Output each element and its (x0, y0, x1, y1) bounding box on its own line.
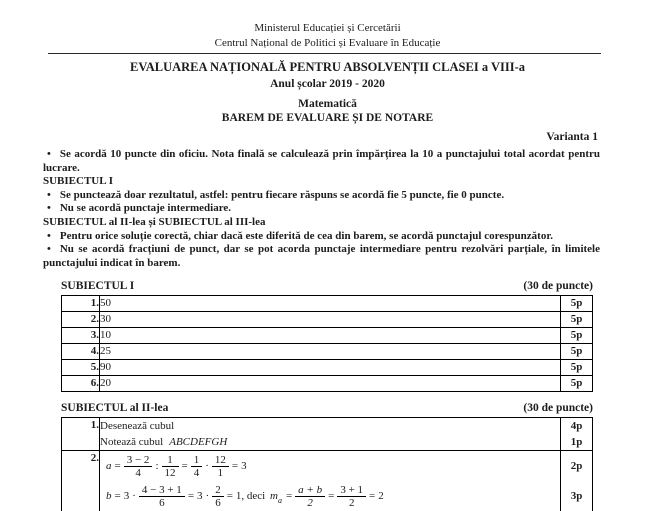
bullet-icon: • (47, 202, 51, 215)
table-row (62, 451, 593, 511)
bullet-icon: • (47, 188, 51, 201)
table-row (62, 376, 593, 392)
instruction-bullet-fractiuni (43, 243, 600, 270)
fraction-numerator: 2 (212, 484, 224, 497)
math-op: = (328, 489, 335, 502)
item-points (561, 418, 593, 451)
fraction-numerator: 1 (162, 454, 179, 467)
subject1-title: SUBIECTUL I (61, 280, 135, 293)
math-result: 1 (235, 489, 242, 502)
item-points: 5p (561, 328, 593, 344)
points-line: 1p (570, 436, 583, 449)
fraction (191, 454, 203, 479)
instructions-section23-title: SUBIECTUL al II-lea și SUBIECTUL al III-lea (43, 215, 266, 228)
fraction-denominator: 2 (307, 496, 313, 509)
fraction-numerator: 4 − 3 + 1 (139, 484, 185, 497)
item-points (561, 451, 593, 511)
item-number: 6. (62, 376, 100, 392)
fraction (139, 484, 185, 509)
instruction-text: Pentru orice soluție corectă, chiar dacă este diferită de cea din barem, se acordă punctajul corespunzător. (59, 229, 553, 242)
subject2-table (61, 417, 593, 511)
item-number: 2. (62, 451, 100, 511)
header-divider (48, 53, 601, 54)
item-solution (100, 418, 561, 451)
table-row (62, 296, 593, 312)
math-connector: , deci (241, 489, 268, 502)
subject1-table (61, 295, 593, 392)
instructions-section1-title: SUBIECTUL I (43, 175, 114, 188)
item-number: 1. (62, 296, 100, 312)
bullet-icon: • (47, 229, 51, 242)
item-answer: 90 (100, 360, 561, 376)
math-op: = (187, 489, 195, 502)
exam-subject: Matematică (298, 98, 357, 110)
subject1-heading (61, 279, 593, 293)
cube-label: ABCDEFGH (169, 436, 228, 449)
table-row (62, 312, 593, 328)
fraction-denominator: 4 (135, 466, 141, 479)
instruction-bullet-rezultat (43, 189, 600, 203)
fraction-denominator: 4 (193, 466, 200, 479)
points-line: 3p (570, 490, 583, 503)
fraction-numerator: 1 (191, 454, 203, 467)
item-number: 4. (62, 344, 100, 360)
math-var: m (270, 489, 278, 502)
doc-title: BAREM DE EVALUARE ȘI DE NOTARE (221, 112, 434, 124)
math-coef: 3 (123, 489, 130, 502)
points-line: 4p (570, 420, 583, 433)
math-op: = (369, 489, 376, 502)
fraction (337, 484, 366, 509)
math-coef: 3 (197, 489, 203, 502)
math-var: a (106, 459, 112, 472)
math-op: = (285, 489, 293, 502)
solution-line: Desenează cubul (100, 420, 175, 433)
math-op: = (231, 459, 239, 472)
fraction-denominator: 6 (159, 496, 165, 509)
fraction-numerator: 12 (212, 454, 229, 467)
math-op: : (155, 459, 159, 472)
instruction-text: Nu se acordă punctaje intermediare. (59, 202, 232, 215)
fraction-denominator: 6 (215, 496, 221, 509)
fraction-numerator: 3 + 1 (337, 484, 366, 497)
math-subscript: a (277, 495, 282, 505)
math-op: = (114, 489, 121, 502)
fraction-denominator: 2 (348, 496, 355, 509)
instruction-bullet-solutie (43, 230, 600, 244)
table-row (62, 328, 593, 344)
instruction-text: Se punctează doar rezultatul, astfel: pentru fiecare răspuns se acordă fie 5 puncte, fie 0 puncte. (59, 188, 505, 201)
exam-title: EVALUAREA NAȚIONALĂ PENTRU ABSOLVENȚII CLASEI a VIII-a (129, 60, 525, 74)
table-row (62, 360, 593, 376)
item-number: 5. (62, 360, 100, 376)
points-line: 2p (570, 460, 583, 473)
math-op: = (226, 489, 233, 502)
fraction-numerator: a + b (295, 484, 325, 497)
math-op: · (205, 489, 210, 502)
subject2-points-label: (30 de puncte) (523, 402, 593, 415)
item-solution (100, 451, 561, 511)
bullet-icon: • (47, 148, 51, 160)
fraction (212, 454, 229, 479)
instruction-bullet-intermediare (43, 202, 600, 216)
fraction (162, 454, 179, 479)
subject1-points-label: (30 de puncte) (523, 280, 593, 293)
variant-label: Varianta 1 (546, 131, 598, 143)
fraction (212, 484, 224, 509)
item-answer: 50 (100, 296, 561, 312)
org-line-1: Ministerul Educației și Cercetării (254, 22, 401, 34)
item-points: 5p (561, 344, 593, 360)
instruction-text: Se acordă 10 puncte din oficiu. Nota finală se calculează prin împărțirea la 10 a punctajului total acordat pentru lucrare. (43, 148, 600, 174)
org-line-2: Centrul Național de Politici și Evaluare în Educație (214, 36, 441, 49)
item-number: 2. (62, 312, 100, 328)
item-answer: 20 (100, 376, 561, 392)
subject2-heading (61, 401, 593, 415)
math-result: 3 (241, 459, 247, 472)
math-line-a (100, 451, 560, 481)
math-op: = (114, 459, 121, 472)
item-answer: 25 (100, 344, 561, 360)
solution-line (100, 434, 560, 450)
item-answer: 30 (100, 312, 561, 328)
fraction (295, 484, 325, 509)
math-line-b (100, 481, 560, 511)
school-year: Anul școlar 2019 - 2020 (270, 78, 385, 90)
fraction-denominator: 12 (164, 466, 176, 479)
instruction-bullet-oficiu (43, 148, 600, 175)
item-points: 5p (561, 296, 593, 312)
item-points: 5p (561, 360, 593, 376)
math-op: · (205, 459, 209, 472)
item-answer: 10 (100, 328, 561, 344)
table-row (62, 418, 593, 451)
item-points: 5p (561, 312, 593, 328)
math-var: b (106, 489, 112, 502)
math-result: 2 (378, 489, 384, 502)
math-op: = (181, 459, 188, 472)
instructions-block (43, 148, 600, 270)
math-op: · (132, 489, 136, 502)
item-points: 5p (561, 376, 593, 392)
instruction-text: Nu se acordă fracțiuni de punct, dar se pot acorda punctaje intermediare pentru rezolvări parțiale, în limitele punctajului indicat în barem. (43, 243, 600, 269)
subject2-title: SUBIECTUL al II-lea (61, 402, 169, 415)
bullet-icon: • (47, 243, 51, 256)
item-number: 1. (62, 418, 100, 451)
table-row (62, 344, 593, 360)
solution-text: Notează cubul (100, 436, 164, 449)
fraction-denominator: 1 (217, 466, 224, 479)
fraction-numerator: 3 − 2 (124, 454, 153, 467)
item-number: 3. (62, 328, 100, 344)
fraction (124, 454, 153, 479)
